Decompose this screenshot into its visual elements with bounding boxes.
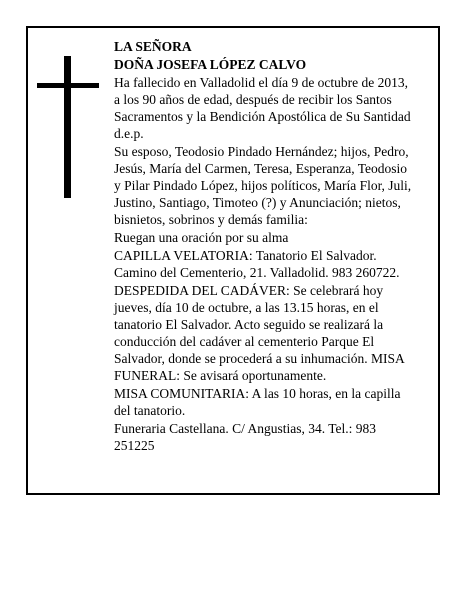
prayer-request: Ruegan una oración por su alma (114, 230, 289, 245)
wake-chapel-info: CAPILLA VELATORIA: Tanatorio El Salvador. Camino del Cementerio, 21. Valladolid. 983 260722. (114, 248, 400, 280)
community-mass-info: MISA COMUNITARIA: A las 10 horas, en la capilla del tanatorio. (114, 386, 401, 418)
family-list: Su esposo, Teodosio Pindado Hernández; hijos, Pedro, Jesús, María del Carmen, Teresa, Esperanza, Teodosio y Pilar Pindado López, hijos políticos, María Flor, Juli, Justino, Santiago, Timoteo (?) y Anunciación; nietos, bisnietos, sobrinos y demás familia: (114, 144, 412, 227)
death-announcement: Ha fallecido en Valladolid el día 9 de octubre de 2013, a los 90 años de edad, después de recibir los Santos Sacramentos y la Bendición Apostólica de Su Santidad d.e.p. (114, 75, 411, 141)
notice-title: LA SEÑORA (114, 39, 192, 54)
obituary-text (114, 38, 414, 455)
deceased-name: DOÑA JOSEFA LÓPEZ CALVO (114, 57, 307, 72)
farewell-info: DESPEDIDA DEL CADÁVER: Se celebrará hoy jueves, día 10 de octubre, a las 13.15 horas, en el tanatorio El Salvador. Acto seguido se realizará la conducción del cadáver al cementerio Parque El Salvador, donde se procederá a su inhumación. MISA FUNERAL: Se avisará oportunamente. (114, 283, 405, 383)
funeral-home-info: Funeraria Castellana. C/ Angustias, 34. Tel.: 983 251225 (114, 421, 377, 453)
cross-vertical-bar (64, 56, 71, 198)
cross-icon (37, 56, 99, 198)
cross-horizontal-bar (37, 83, 99, 88)
